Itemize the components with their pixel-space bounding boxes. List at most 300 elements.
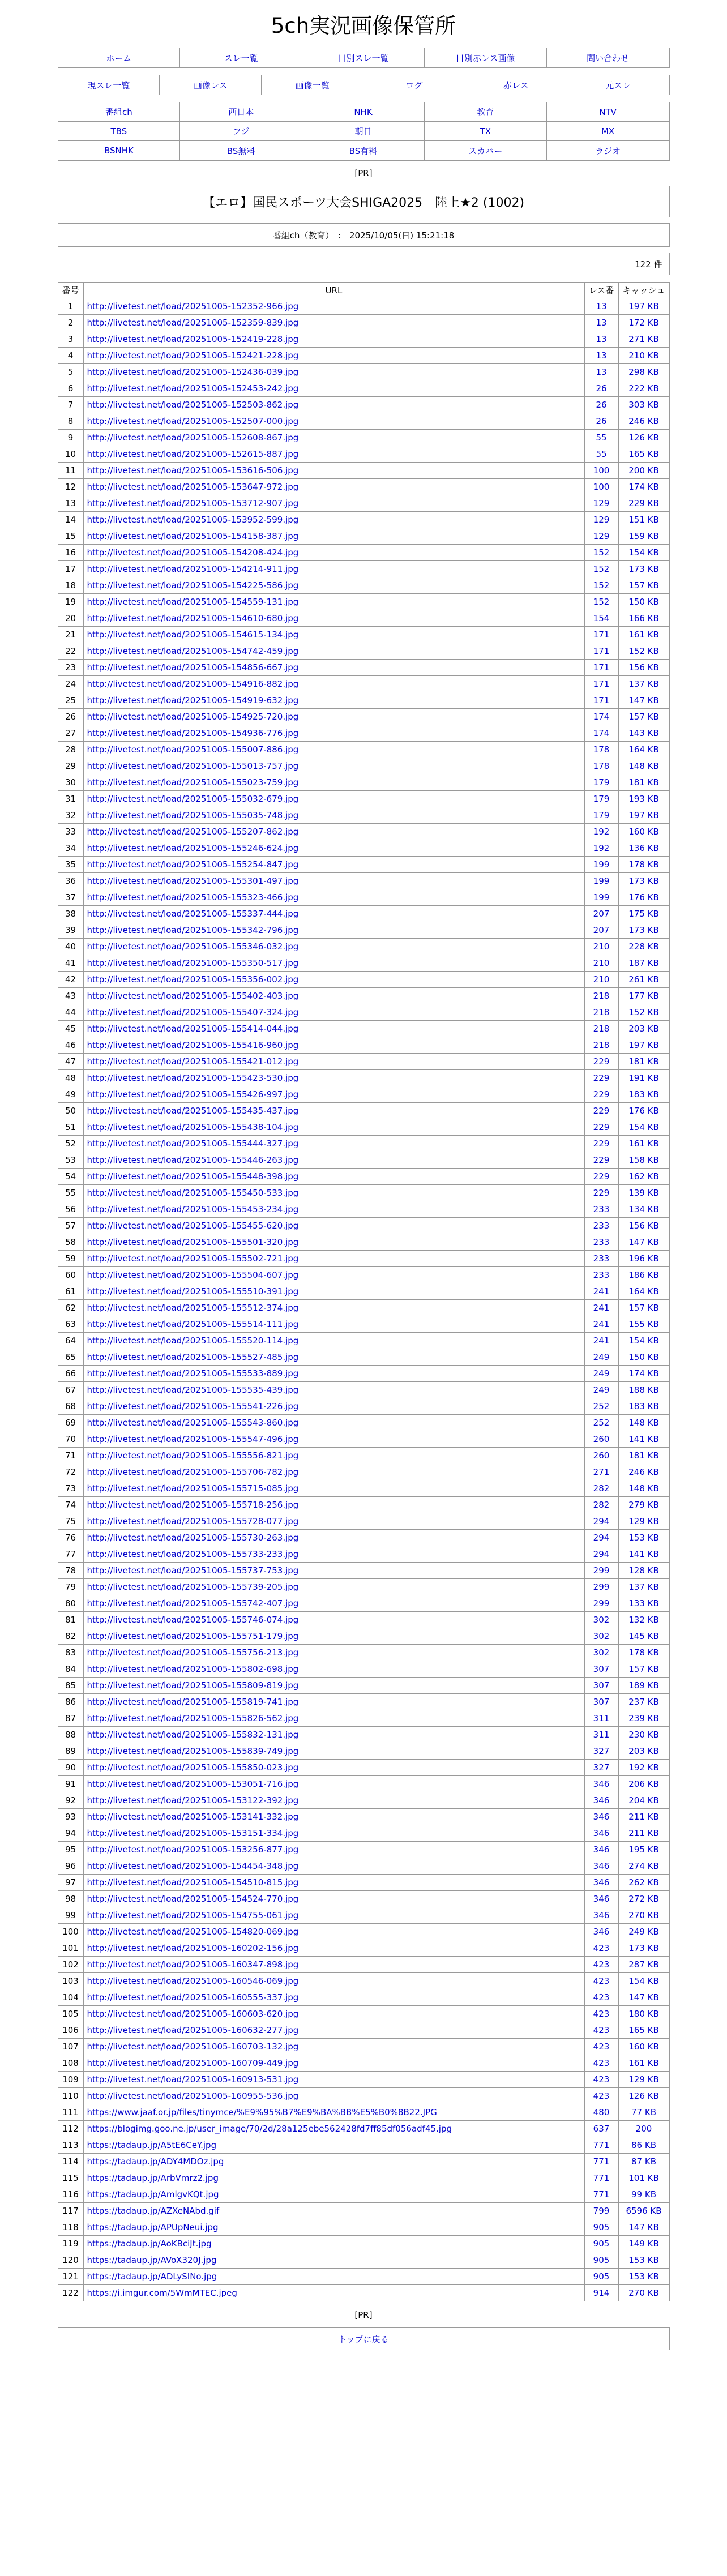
res-number-link[interactable]: 905: [584, 2269, 618, 2285]
res-number-link[interactable]: 218: [584, 1004, 618, 1021]
image-url-link[interactable]: http://livetest.net/load/20251005-155832-131.jpg: [87, 1730, 299, 1740]
cache-size-link[interactable]: 183 KB: [618, 1086, 669, 1103]
res-number-link[interactable]: 152: [584, 561, 618, 577]
cache-size-link[interactable]: 261 KB: [618, 972, 669, 988]
board-link-7[interactable]: 朝日: [302, 122, 425, 141]
board-link-14[interactable]: ラジオ: [595, 146, 621, 156]
res-number-link[interactable]: 241: [584, 1316, 618, 1333]
image-url-link[interactable]: http://livetest.net/load/20251005-153051-716.jpg: [87, 1779, 299, 1789]
cache-size-link[interactable]: 173 KB: [618, 922, 669, 939]
image-url-link[interactable]: https://tadaup.jp/AoKBciJt.jpg: [87, 2239, 212, 2249]
board-link-4[interactable]: NTV: [547, 102, 669, 122]
cache-size-link[interactable]: 193 KB: [618, 791, 669, 807]
res-number-link[interactable]: 233: [584, 1218, 618, 1234]
res-number-link[interactable]: 299: [584, 1579, 618, 1595]
res-number-link[interactable]: 423: [584, 1989, 618, 2006]
cache-size-link[interactable]: 203 KB: [618, 1743, 669, 1760]
image-url-link[interactable]: http://livetest.net/load/20251005-152503-862.jpg: [87, 400, 299, 410]
image-url-link[interactable]: http://livetest.net/load/20251005-154225-586.jpg: [87, 580, 299, 590]
image-url-link[interactable]: http://livetest.net/load/20251005-154214-911.jpg: [87, 564, 299, 574]
res-number-link[interactable]: 423: [584, 1957, 618, 1973]
cache-size-link[interactable]: 239 KB: [618, 1710, 669, 1727]
res-number-link[interactable]: 282: [584, 1480, 618, 1497]
res-number-link[interactable]: 100: [584, 463, 618, 479]
image-url-link[interactable]: http://livetest.net/load/20251005-155323-466.jpg: [87, 892, 299, 902]
image-url-link[interactable]: http://livetest.net/load/20251005-155446-263.jpg: [87, 1155, 299, 1165]
cache-size-link[interactable]: 154 KB: [618, 1333, 669, 1349]
cache-size-link[interactable]: 195 KB: [618, 1842, 669, 1858]
image-url-link[interactable]: http://livetest.net/load/20251005-152421-228.jpg: [87, 350, 299, 361]
image-url-link[interactable]: http://livetest.net/load/20251005-152436-039.jpg: [87, 367, 299, 377]
cache-size-link[interactable]: 200: [618, 2121, 669, 2137]
cache-size-link[interactable]: 164 KB: [618, 742, 669, 758]
cache-size-link[interactable]: 101 KB: [618, 2170, 669, 2186]
cache-size-link[interactable]: 129 KB: [618, 1513, 669, 1530]
res-number-link[interactable]: 346: [584, 1858, 618, 1875]
res-number-link[interactable]: 174: [584, 725, 618, 742]
cache-size-link[interactable]: 172 KB: [618, 315, 669, 331]
cache-size-link[interactable]: 270 KB: [618, 2285, 669, 2301]
cache-size-link[interactable]: 186 KB: [618, 1267, 669, 1283]
image-url-link[interactable]: http://livetest.net/load/20251005-155301-497.jpg: [87, 876, 299, 886]
image-url-link[interactable]: http://livetest.net/load/20251005-155737-753.jpg: [87, 1565, 299, 1576]
image-url-link[interactable]: http://livetest.net/load/20251005-153122-392.jpg: [87, 1795, 299, 1805]
res-number-link[interactable]: 13: [584, 298, 618, 315]
cache-size-link[interactable]: 211 KB: [618, 1809, 669, 1825]
image-url-link[interactable]: http://livetest.net/load/20251005-160709-449.jpg: [87, 2058, 299, 2068]
image-url-link[interactable]: http://livetest.net/load/20251005-155032-679.jpg: [87, 794, 299, 804]
image-url-link[interactable]: http://livetest.net/load/20251005-155414-044.jpg: [87, 1024, 299, 1034]
res-number-link[interactable]: 637: [584, 2121, 618, 2137]
cache-size-link[interactable]: 229 KB: [618, 495, 669, 512]
image-url-link[interactable]: http://livetest.net/load/20251005-155502-721.jpg: [87, 1253, 299, 1264]
image-url-link[interactable]: http://livetest.net/load/20251005-160546-069.jpg: [87, 1976, 299, 1986]
image-url-link[interactable]: http://livetest.net/load/20251005-155751-179.jpg: [87, 1631, 299, 1641]
cache-size-link[interactable]: 148 KB: [618, 758, 669, 774]
image-url-link[interactable]: http://livetest.net/load/20251005-155035-748.jpg: [87, 810, 299, 820]
image-url-link[interactable]: http://livetest.net/load/20251005-154919-632.jpg: [87, 695, 299, 705]
res-number-link[interactable]: 178: [584, 742, 618, 758]
cache-size-link[interactable]: 152 KB: [618, 1004, 669, 1021]
image-url-link[interactable]: http://livetest.net/load/20251005-160955-536.jpg: [87, 2091, 299, 2101]
res-number-link[interactable]: 174: [584, 709, 618, 725]
image-url-link[interactable]: http://livetest.net/load/20251005-154755-061.jpg: [87, 1910, 299, 1920]
cache-size-link[interactable]: 153 KB: [618, 2252, 669, 2269]
cache-size-link[interactable]: 246 KB: [618, 1464, 669, 1480]
res-number-link[interactable]: 229: [584, 1169, 618, 1185]
cache-size-link[interactable]: 158 KB: [618, 1152, 669, 1169]
res-number-link[interactable]: 799: [584, 2203, 618, 2219]
image-url-link[interactable]: http://livetest.net/load/20251005-155728-077.jpg: [87, 1516, 299, 1526]
image-url-link[interactable]: http://livetest.net/load/20251005-160202-156.jpg: [87, 1943, 299, 1953]
cache-size-link[interactable]: 183 KB: [618, 1398, 669, 1415]
res-number-link[interactable]: 346: [584, 1842, 618, 1858]
cache-size-link[interactable]: 156 KB: [618, 660, 669, 676]
image-url-link[interactable]: http://livetest.net/load/20251005-155342-796.jpg: [87, 925, 299, 935]
cache-size-link[interactable]: 303 KB: [618, 397, 669, 413]
image-url-link[interactable]: http://livetest.net/load/20251005-155733-233.jpg: [87, 1549, 299, 1559]
cache-size-link[interactable]: 87 KB: [618, 2154, 669, 2170]
res-number-link[interactable]: 299: [584, 1595, 618, 1612]
board-link-0[interactable]: 番組ch: [58, 102, 181, 122]
board-link-13[interactable]: スカパー: [425, 141, 547, 160]
res-number-link[interactable]: 346: [584, 1875, 618, 1891]
res-number-link[interactable]: 199: [584, 889, 618, 906]
cache-size-link[interactable]: 174 KB: [618, 1366, 669, 1382]
cache-size-link[interactable]: 192 KB: [618, 1760, 669, 1776]
cache-size-link[interactable]: 206 KB: [618, 1776, 669, 1792]
cache-size-link[interactable]: 161 KB: [618, 627, 669, 643]
cache-size-link[interactable]: 132 KB: [618, 1612, 669, 1628]
image-url-link[interactable]: http://livetest.net/load/20251005-155756-213.jpg: [87, 1648, 299, 1658]
image-url-link[interactable]: https://tadaup.jp/AZXeNAbd.gif: [87, 2206, 220, 2216]
cache-size-link[interactable]: 156 KB: [618, 1218, 669, 1234]
image-url-link[interactable]: http://livetest.net/load/20251005-155520-114.jpg: [87, 1336, 299, 1346]
cache-size-link[interactable]: 157 KB: [618, 577, 669, 594]
cache-size-link[interactable]: 147 KB: [618, 2219, 669, 2236]
image-url-link[interactable]: http://livetest.net/load/20251005-160555-337.jpg: [87, 1992, 299, 2002]
res-number-link[interactable]: 229: [584, 1136, 618, 1152]
image-url-link[interactable]: http://livetest.net/load/20251005-154856-667.jpg: [87, 662, 299, 673]
image-url-link[interactable]: http://livetest.net/load/20251005-155501-320.jpg: [87, 1237, 299, 1247]
res-number-link[interactable]: 249: [584, 1366, 618, 1382]
cache-size-link[interactable]: 222 KB: [618, 380, 669, 397]
res-number-link[interactable]: 249: [584, 1349, 618, 1366]
image-url-link[interactable]: https://tadaup.jp/APUpNeui.jpg: [87, 2222, 219, 2232]
cache-size-link[interactable]: 173 KB: [618, 1940, 669, 1957]
res-number-link[interactable]: 171: [584, 676, 618, 692]
board-link-6[interactable]: フジ: [180, 122, 302, 141]
res-number-link[interactable]: 423: [584, 2072, 618, 2088]
res-number-link[interactable]: 192: [584, 840, 618, 857]
res-number-link[interactable]: 199: [584, 857, 618, 873]
res-number-link[interactable]: 210: [584, 972, 618, 988]
res-number-link[interactable]: 294: [584, 1513, 618, 1530]
cache-size-link[interactable]: 173 KB: [618, 561, 669, 577]
res-number-link[interactable]: 199: [584, 873, 618, 889]
board-link-11[interactable]: BS無料: [180, 141, 302, 160]
res-number-link[interactable]: 480: [584, 2104, 618, 2121]
cache-size-link[interactable]: 178 KB: [618, 857, 669, 873]
res-number-link[interactable]: 171: [584, 692, 618, 709]
cache-size-link[interactable]: 133 KB: [618, 1595, 669, 1612]
image-url-link[interactable]: http://livetest.net/load/20251005-155337-444.jpg: [87, 909, 299, 919]
image-url-link[interactable]: http://livetest.net/load/20251005-155448-398.jpg: [87, 1171, 299, 1182]
res-number-link[interactable]: 311: [584, 1710, 618, 1727]
res-number-link[interactable]: 13: [584, 331, 618, 348]
image-url-link[interactable]: http://livetest.net/load/20251005-155350-517.jpg: [87, 958, 299, 968]
cache-size-link[interactable]: 174 KB: [618, 479, 669, 495]
cache-size-link[interactable]: 191 KB: [618, 1070, 669, 1086]
cache-size-link[interactable]: 137 KB: [618, 1579, 669, 1595]
image-url-link[interactable]: http://livetest.net/load/20251005-155346-032.jpg: [87, 942, 299, 952]
res-number-link[interactable]: 233: [584, 1234, 618, 1251]
res-number-link[interactable]: 218: [584, 988, 618, 1004]
res-number-link[interactable]: 55: [584, 446, 618, 463]
res-number-link[interactable]: 171: [584, 643, 618, 660]
image-url-link[interactable]: https://tadaup.jp/AmlgvKQt.jpg: [87, 2189, 219, 2200]
res-number-link[interactable]: 905: [584, 2252, 618, 2269]
cache-size-link[interactable]: 145 KB: [618, 1628, 669, 1645]
board-link-12[interactable]: BS有料: [302, 141, 425, 160]
cache-size-link[interactable]: 279 KB: [618, 1497, 669, 1513]
image-url-link[interactable]: http://livetest.net/load/20251005-155207-862.jpg: [87, 827, 299, 837]
image-url-link[interactable]: http://livetest.net/load/20251005-155013-757.jpg: [87, 761, 299, 771]
res-number-link[interactable]: 311: [584, 1727, 618, 1743]
nav-main-item-0[interactable]: ホーム: [58, 48, 181, 67]
res-number-link[interactable]: 905: [584, 2236, 618, 2252]
image-url-link[interactable]: http://livetest.net/load/20251005-155416-960.jpg: [87, 1040, 299, 1050]
res-number-link[interactable]: 252: [584, 1415, 618, 1431]
cache-size-link[interactable]: 147 KB: [618, 692, 669, 709]
res-number-link[interactable]: 207: [584, 906, 618, 922]
image-url-link[interactable]: http://livetest.net/load/20251005-154925-720.jpg: [87, 712, 299, 722]
image-url-link[interactable]: http://livetest.net/load/20251005-155438-104.jpg: [87, 1122, 299, 1132]
cache-size-link[interactable]: 149 KB: [618, 2236, 669, 2252]
res-number-link[interactable]: 423: [584, 2006, 618, 2022]
cache-size-link[interactable]: 129 KB: [618, 2072, 669, 2088]
res-number-link[interactable]: 13: [584, 315, 618, 331]
cache-size-link[interactable]: 197 KB: [618, 1037, 669, 1054]
cache-size-link[interactable]: 153 KB: [618, 1530, 669, 1546]
res-number-link[interactable]: 327: [584, 1760, 618, 1776]
cache-size-link[interactable]: 157 KB: [618, 709, 669, 725]
nav-sub-item-0[interactable]: 現スレ一覧: [58, 75, 160, 95]
nav-main-item-1[interactable]: スレ一覧: [180, 48, 302, 67]
image-url-link[interactable]: https://www.jaaf.or.jp/files/tinymce/%E9%95%B7%E9%BA%BB%E5%B0%8B22.JPG: [87, 2107, 437, 2117]
image-url-link[interactable]: https://i.imgur.com/5WmMTEC.jpeg: [87, 2288, 237, 2298]
image-url-link[interactable]: http://livetest.net/load/20251005-155514-111.jpg: [87, 1319, 299, 1329]
cache-size-link[interactable]: 166 KB: [618, 610, 669, 627]
cache-size-link[interactable]: 162 KB: [618, 1169, 669, 1185]
res-number-link[interactable]: 302: [584, 1645, 618, 1661]
res-number-link[interactable]: 26: [584, 413, 618, 430]
cache-size-link[interactable]: 228 KB: [618, 939, 669, 955]
image-url-link[interactable]: http://livetest.net/load/20251005-153647-972.jpg: [87, 482, 299, 492]
cache-size-link[interactable]: 165 KB: [618, 2022, 669, 2039]
nav-main-item-3[interactable]: 日別赤レス画像: [425, 48, 547, 67]
cache-size-link[interactable]: 181 KB: [618, 1054, 669, 1070]
image-url-link[interactable]: http://livetest.net/load/20251005-155435-437.jpg: [87, 1106, 299, 1116]
res-number-link[interactable]: 327: [584, 1743, 618, 1760]
image-url-link[interactable]: http://livetest.net/load/20251005-155423-530.jpg: [87, 1073, 299, 1083]
res-number-link[interactable]: 229: [584, 1070, 618, 1086]
res-number-link[interactable]: 423: [584, 2055, 618, 2072]
image-url-link[interactable]: http://livetest.net/load/20251005-155450-533.jpg: [87, 1188, 299, 1198]
res-number-link[interactable]: 13: [584, 348, 618, 364]
res-number-link[interactable]: 905: [584, 2219, 618, 2236]
res-number-link[interactable]: 152: [584, 545, 618, 561]
image-url-link[interactable]: http://livetest.net/load/20251005-155809-819.jpg: [87, 1680, 299, 1691]
image-url-link[interactable]: http://livetest.net/load/20251005-154559-131.jpg: [87, 597, 299, 607]
res-number-link[interactable]: 307: [584, 1661, 618, 1678]
cache-size-link[interactable]: 173 KB: [618, 873, 669, 889]
image-url-link[interactable]: http://livetest.net/load/20251005-155023-759.jpg: [87, 777, 299, 788]
cache-size-link[interactable]: 197 KB: [618, 807, 669, 824]
cache-size-link[interactable]: 148 KB: [618, 1415, 669, 1431]
image-url-link[interactable]: http://livetest.net/load/20251005-154742-459.jpg: [87, 646, 299, 656]
cache-size-link[interactable]: 147 KB: [618, 1989, 669, 2006]
image-url-link[interactable]: https://tadaup.jp/AVoX320J.jpg: [87, 2255, 217, 2265]
cache-size-link[interactable]: 180 KB: [618, 2006, 669, 2022]
cache-size-link[interactable]: 176 KB: [618, 889, 669, 906]
image-url-link[interactable]: http://livetest.net/load/20251005-155455-620.jpg: [87, 1221, 299, 1231]
nav-sub-item-3[interactable]: ログ: [364, 75, 465, 95]
res-number-link[interactable]: 252: [584, 1398, 618, 1415]
cache-size-link[interactable]: 210 KB: [618, 348, 669, 364]
image-url-link[interactable]: http://livetest.net/load/20251005-155739-205.jpg: [87, 1582, 299, 1592]
res-number-link[interactable]: 229: [584, 1086, 618, 1103]
cache-size-link[interactable]: 136 KB: [618, 840, 669, 857]
res-number-link[interactable]: 26: [584, 397, 618, 413]
image-url-link[interactable]: http://livetest.net/load/20251005-154610-680.jpg: [87, 613, 299, 623]
back-to-top-link[interactable]: トップに戻る: [338, 2334, 389, 2344]
res-number-link[interactable]: 100: [584, 479, 618, 495]
cache-size-link[interactable]: 150 KB: [618, 594, 669, 610]
image-url-link[interactable]: http://livetest.net/load/20251005-153952-599.jpg: [87, 515, 299, 525]
res-number-link[interactable]: 154: [584, 610, 618, 627]
image-url-link[interactable]: http://livetest.net/load/20251005-152359-839.jpg: [87, 318, 299, 328]
board-link-9[interactable]: MX: [547, 122, 669, 141]
cache-size-link[interactable]: 77 KB: [618, 2104, 669, 2121]
cache-size-link[interactable]: 211 KB: [618, 1825, 669, 1842]
image-url-link[interactable]: http://livetest.net/load/20251005-160347-898.jpg: [87, 1959, 299, 1970]
res-number-link[interactable]: 26: [584, 380, 618, 397]
board-link-3[interactable]: 教育: [425, 102, 547, 122]
cache-size-link[interactable]: 262 KB: [618, 1875, 669, 1891]
image-url-link[interactable]: http://livetest.net/load/20251005-153616-506.jpg: [87, 465, 299, 476]
image-url-link[interactable]: http://livetest.net/load/20251005-160913-531.jpg: [87, 2074, 299, 2085]
res-number-link[interactable]: 179: [584, 774, 618, 791]
image-url-link[interactable]: http://livetest.net/load/20251005-152419-228.jpg: [87, 334, 299, 344]
res-number-link[interactable]: 346: [584, 1924, 618, 1940]
res-number-link[interactable]: 13: [584, 364, 618, 380]
res-number-link[interactable]: 346: [584, 1776, 618, 1792]
res-number-link[interactable]: 423: [584, 2039, 618, 2055]
image-url-link[interactable]: http://livetest.net/load/20251005-155746-074.jpg: [87, 1615, 299, 1625]
image-url-link[interactable]: http://livetest.net/load/20251005-155426-997.jpg: [87, 1089, 299, 1099]
res-number-link[interactable]: 229: [584, 1152, 618, 1169]
res-number-link[interactable]: 171: [584, 627, 618, 643]
cache-size-link[interactable]: 86 KB: [618, 2137, 669, 2154]
board-link-5[interactable]: TBS: [58, 122, 181, 141]
res-number-link[interactable]: 241: [584, 1283, 618, 1300]
image-url-link[interactable]: http://livetest.net/load/20251005-154820-069.jpg: [87, 1927, 299, 1937]
cache-size-link[interactable]: 165 KB: [618, 446, 669, 463]
image-url-link[interactable]: http://livetest.net/load/20251005-153712-907.jpg: [87, 498, 299, 508]
cache-size-link[interactable]: 137 KB: [618, 676, 669, 692]
nav-main-item-4[interactable]: 問い合わせ: [587, 53, 630, 63]
board-link-8[interactable]: TX: [425, 122, 547, 141]
image-url-link[interactable]: http://livetest.net/load/20251005-155453-234.jpg: [87, 1204, 299, 1214]
cache-size-link[interactable]: 148 KB: [618, 1480, 669, 1497]
image-url-link[interactable]: http://livetest.net/load/20251005-154158-387.jpg: [87, 531, 299, 541]
cache-size-link[interactable]: 99 KB: [618, 2186, 669, 2203]
res-number-link[interactable]: 423: [584, 2088, 618, 2104]
image-url-link[interactable]: http://livetest.net/load/20251005-155512-374.jpg: [87, 1303, 299, 1313]
image-url-link[interactable]: http://livetest.net/load/20251005-152453-242.jpg: [87, 383, 299, 393]
cache-size-link[interactable]: 139 KB: [618, 1185, 669, 1201]
res-number-link[interactable]: 914: [584, 2285, 618, 2301]
res-number-link[interactable]: 307: [584, 1694, 618, 1710]
cache-size-link[interactable]: 157 KB: [618, 1661, 669, 1678]
image-url-link[interactable]: http://livetest.net/load/20251005-155444-327.jpg: [87, 1139, 299, 1149]
cache-size-link[interactable]: 126 KB: [618, 430, 669, 446]
cache-size-link[interactable]: 249 KB: [618, 1924, 669, 1940]
image-url-link[interactable]: http://livetest.net/load/20251005-155742-407.jpg: [87, 1598, 299, 1608]
res-number-link[interactable]: 282: [584, 1497, 618, 1513]
res-number-link[interactable]: 218: [584, 1021, 618, 1037]
nav-sub-item-4[interactable]: 赤レス: [465, 75, 567, 95]
res-number-link[interactable]: 210: [584, 955, 618, 972]
res-number-link[interactable]: 302: [584, 1612, 618, 1628]
cache-size-link[interactable]: 160 KB: [618, 2039, 669, 2055]
cache-size-link[interactable]: 154 KB: [618, 545, 669, 561]
cache-size-link[interactable]: 6596 KB: [618, 2203, 669, 2219]
cache-size-link[interactable]: 143 KB: [618, 725, 669, 742]
cache-size-link[interactable]: 298 KB: [618, 364, 669, 380]
res-number-link[interactable]: 241: [584, 1333, 618, 1349]
image-url-link[interactable]: https://tadaup.jp/A5tE6CeY.jpg: [87, 2140, 217, 2150]
res-number-link[interactable]: 260: [584, 1448, 618, 1464]
cache-size-link[interactable]: 200 KB: [618, 463, 669, 479]
cache-size-link[interactable]: 246 KB: [618, 413, 669, 430]
cache-size-link[interactable]: 274 KB: [618, 1858, 669, 1875]
res-number-link[interactable]: 771: [584, 2186, 618, 2203]
image-url-link[interactable]: http://livetest.net/load/20251005-154510-815.jpg: [87, 1877, 299, 1888]
image-url-link[interactable]: http://livetest.net/load/20251005-154454-348.jpg: [87, 1861, 299, 1871]
res-number-link[interactable]: 229: [584, 1103, 618, 1119]
res-number-link[interactable]: 241: [584, 1300, 618, 1316]
res-number-link[interactable]: 207: [584, 922, 618, 939]
image-url-link[interactable]: http://livetest.net/load/20251005-155407-324.jpg: [87, 1007, 299, 1017]
cache-size-link[interactable]: 134 KB: [618, 1201, 669, 1218]
image-url-link[interactable]: http://livetest.net/load/20251005-155715-085.jpg: [87, 1483, 299, 1494]
cache-size-link[interactable]: 287 KB: [618, 1957, 669, 1973]
res-number-link[interactable]: 129: [584, 495, 618, 512]
res-number-link[interactable]: 423: [584, 1973, 618, 1989]
image-url-link[interactable]: http://livetest.net/load/20251005-160632-277.jpg: [87, 2025, 299, 2035]
image-url-link[interactable]: http://livetest.net/load/20251005-154208-424.jpg: [87, 547, 299, 558]
image-url-link[interactable]: http://livetest.net/load/20251005-152507-000.jpg: [87, 416, 299, 426]
image-url-link[interactable]: http://livetest.net/load/20251005-155556-821.jpg: [87, 1450, 299, 1461]
nav-sub-item-5[interactable]: 元スレ: [605, 80, 631, 91]
cache-size-link[interactable]: 161 KB: [618, 1136, 669, 1152]
cache-size-link[interactable]: 187 KB: [618, 955, 669, 972]
res-number-link[interactable]: 423: [584, 1940, 618, 1957]
res-number-link[interactable]: 218: [584, 1037, 618, 1054]
cache-size-link[interactable]: 203 KB: [618, 1021, 669, 1037]
cache-size-link[interactable]: 157 KB: [618, 1300, 669, 1316]
cache-size-link[interactable]: 147 KB: [618, 1234, 669, 1251]
nav-main-item-2[interactable]: 日別スレ一覧: [302, 48, 425, 67]
image-url-link[interactable]: http://livetest.net/load/20251005-154916-882.jpg: [87, 679, 299, 689]
image-url-link[interactable]: http://livetest.net/load/20251005-153151-334.jpg: [87, 1828, 299, 1838]
res-number-link[interactable]: 229: [584, 1054, 618, 1070]
res-number-link[interactable]: 129: [584, 528, 618, 545]
image-url-link[interactable]: http://livetest.net/load/20251005-155839-749.jpg: [87, 1746, 299, 1756]
image-url-link[interactable]: http://livetest.net/load/20251005-155421-012.jpg: [87, 1056, 299, 1067]
res-number-link[interactable]: 307: [584, 1678, 618, 1694]
board-link-2[interactable]: NHK: [302, 102, 425, 122]
cache-size-link[interactable]: 204 KB: [618, 1792, 669, 1809]
image-url-link[interactable]: http://livetest.net/load/20251005-155706-782.jpg: [87, 1467, 299, 1477]
cache-size-link[interactable]: 153 KB: [618, 2269, 669, 2285]
res-number-link[interactable]: 346: [584, 1891, 618, 1907]
cache-size-link[interactable]: 181 KB: [618, 1448, 669, 1464]
cache-size-link[interactable]: 272 KB: [618, 1891, 669, 1907]
image-url-link[interactable]: http://livetest.net/load/20251005-153256-877.jpg: [87, 1845, 299, 1855]
